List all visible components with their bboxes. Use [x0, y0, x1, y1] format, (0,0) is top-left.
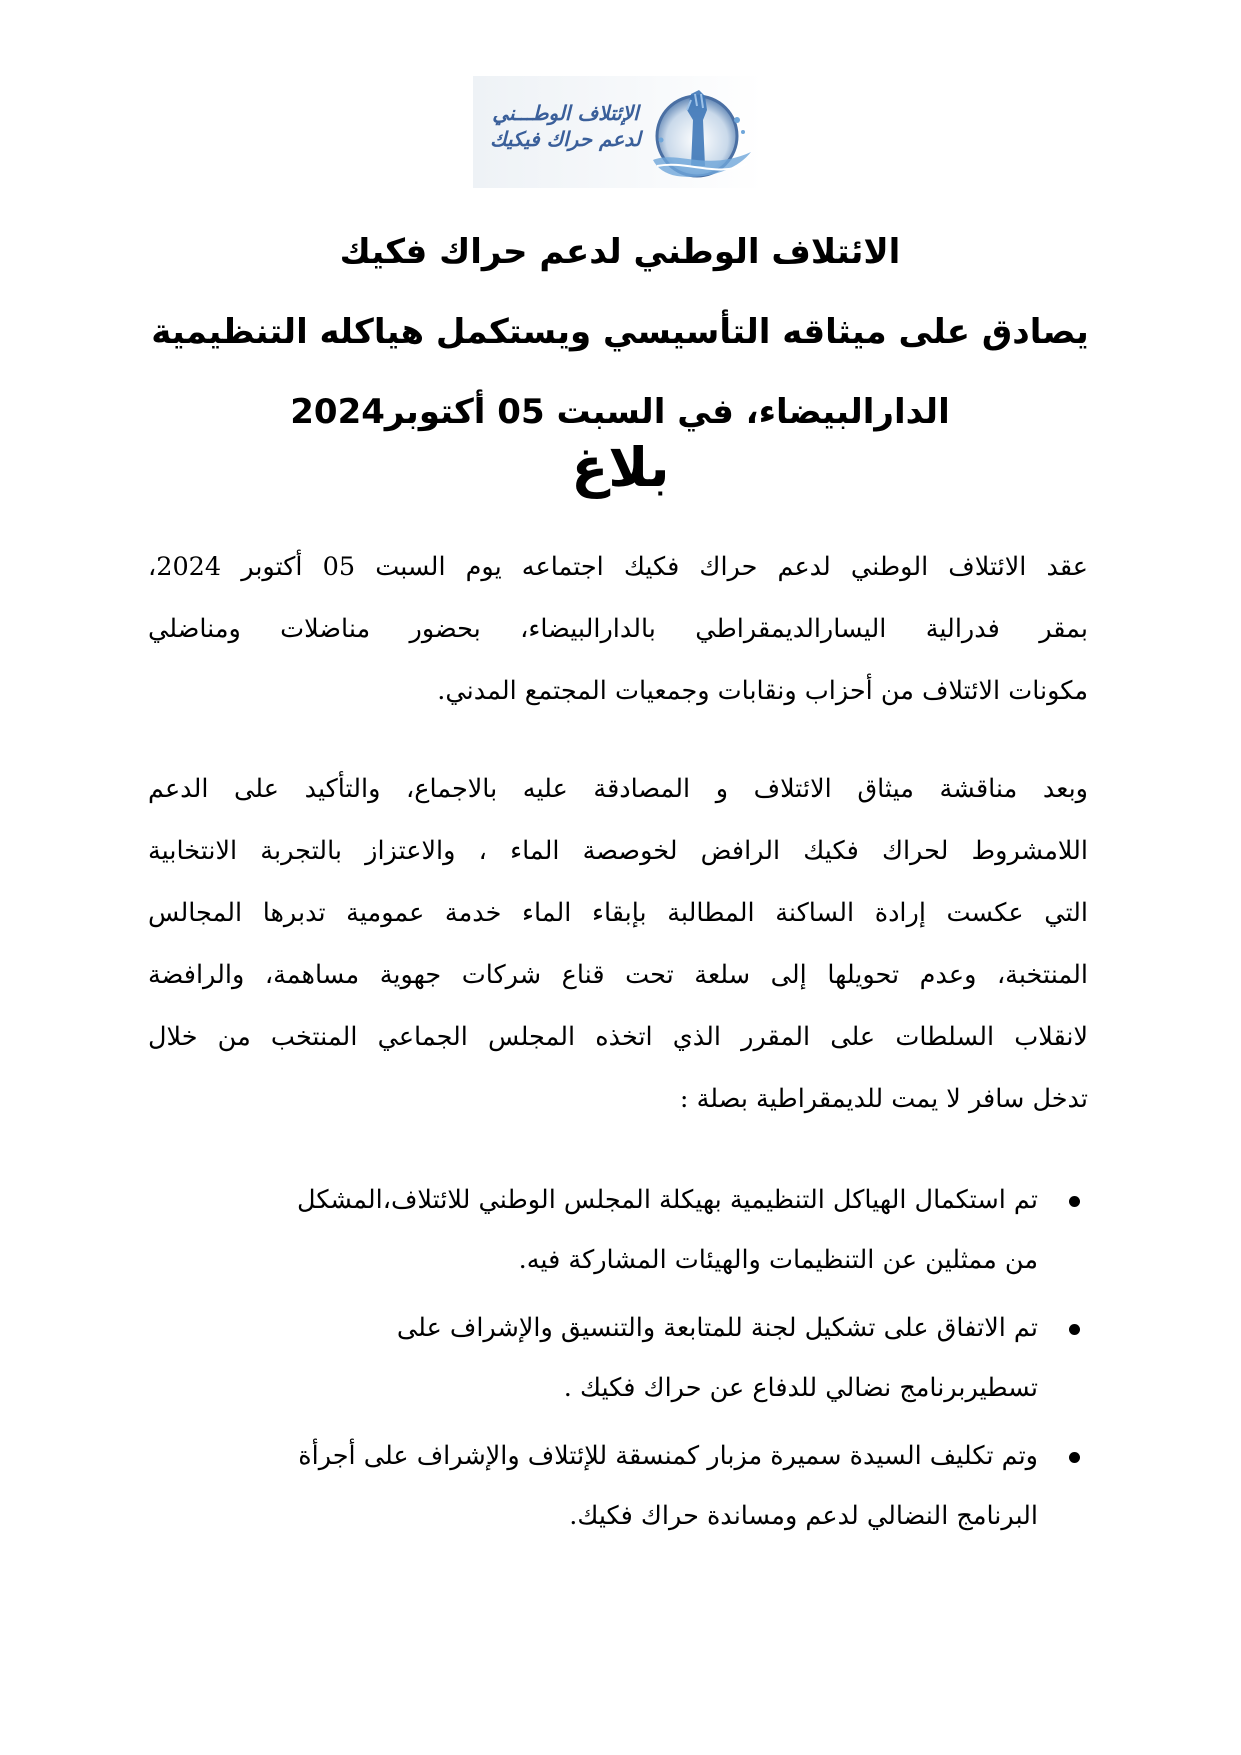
- paragraph-2: [148, 758, 1088, 1130]
- paragraph-2-line: اللامشروط لحراك فكيك الرافض لخوصصة الماء ، والاعتزاز بالتجربة الانتخابية: [148, 836, 1088, 866]
- list-item-line: وتم تكليف السيدة سميرة مزبار كمنسقة للإئتلاف والإشراف على أجرأة: [298, 1441, 1038, 1471]
- list-item: [148, 1170, 1088, 1290]
- paragraph-1-line: مكونات الائتلاف من أحزاب ونقابات وجمعيات المجتمع المدني.: [437, 676, 1088, 706]
- bullet-dot-icon: [1069, 1196, 1080, 1207]
- list-item: [148, 1298, 1088, 1418]
- document-title-block: [120, 212, 1120, 452]
- title-line-2: يصادق على ميثاقه التأسيسي ويستكمل هياكله التنظيمية: [151, 312, 1089, 352]
- raised-fist-water-splash-icon: [647, 80, 757, 184]
- paragraph-2-line: وبعد مناقشة ميثاق الائتلاف و المصادقة عليه بالاجماع، والتأكيد على الدعم: [148, 774, 1088, 804]
- paragraph-2-line: التي عكست إرادة الساكنة المطالبة بإبقاء الماء خدمة عمومية تدبرها المجالس: [148, 898, 1088, 928]
- paragraph-2-line: لانقلاب السلطات على المقرر الذي اتخذه المجلس الجماعي المنتخب من خلال: [148, 1022, 1088, 1052]
- list-item: [148, 1426, 1088, 1546]
- announcement-heading: بلاغ: [571, 436, 670, 499]
- paragraph-1-line: عقد الائتلاف الوطني لدعم حراك فكيك اجتماعه يوم السبت 05 أكتوبر 2024،: [148, 552, 1088, 582]
- list-item-line: البرنامج النضالي لدعم ومساندة حراك فكيك.: [569, 1501, 1038, 1531]
- logo-text: [473, 100, 658, 152]
- list-item-line: من ممثلين عن التنظيمات والهيئات المشاركة فيه.: [518, 1245, 1038, 1275]
- logo-line-2: لدعم حراك فيكيك: [490, 127, 641, 151]
- paragraph-1-line: بمقر فدرالية اليسارالديمقراطي بالدارالبيضاء، بحضور مناضلات ومناضلي: [148, 614, 1088, 644]
- paragraph-2-line: تدخل سافر لا يمت للديمقراطية بصلة :: [679, 1084, 1088, 1114]
- list-item-line: تم الاتفاق على تشكيل لجنة للمتابعة والتنسيق والإشراف على: [396, 1313, 1038, 1343]
- list-item-line: تم استكمال الهياكل التنظيمية بهيكلة المجلس الوطني للائتلاف،المشكل: [297, 1185, 1038, 1215]
- decisions-list: [148, 1170, 1088, 1554]
- title-line-1: الائتلاف الوطني لدعم حراك فكيك: [339, 232, 901, 272]
- title-line-3: الدارالبيضاء، في السبت 05 أكتوبر2024: [290, 392, 950, 432]
- bullet-dot-icon: [1069, 1324, 1080, 1335]
- paragraph-2-line: المنتخبة، وعدم تحويلها إلى سلعة تحت قناع شركات جهوية مساهمة، والرافضة: [148, 960, 1088, 990]
- coalition-logo: [473, 76, 763, 188]
- list-item-line: تسطيربرنامج نضالي للدفاع عن حراك فكيك .: [563, 1373, 1038, 1403]
- paragraph-1: [148, 536, 1088, 722]
- bullet-dot-icon: [1069, 1452, 1080, 1463]
- logo-line-1: الإئتلاف الوطـــني: [492, 101, 639, 125]
